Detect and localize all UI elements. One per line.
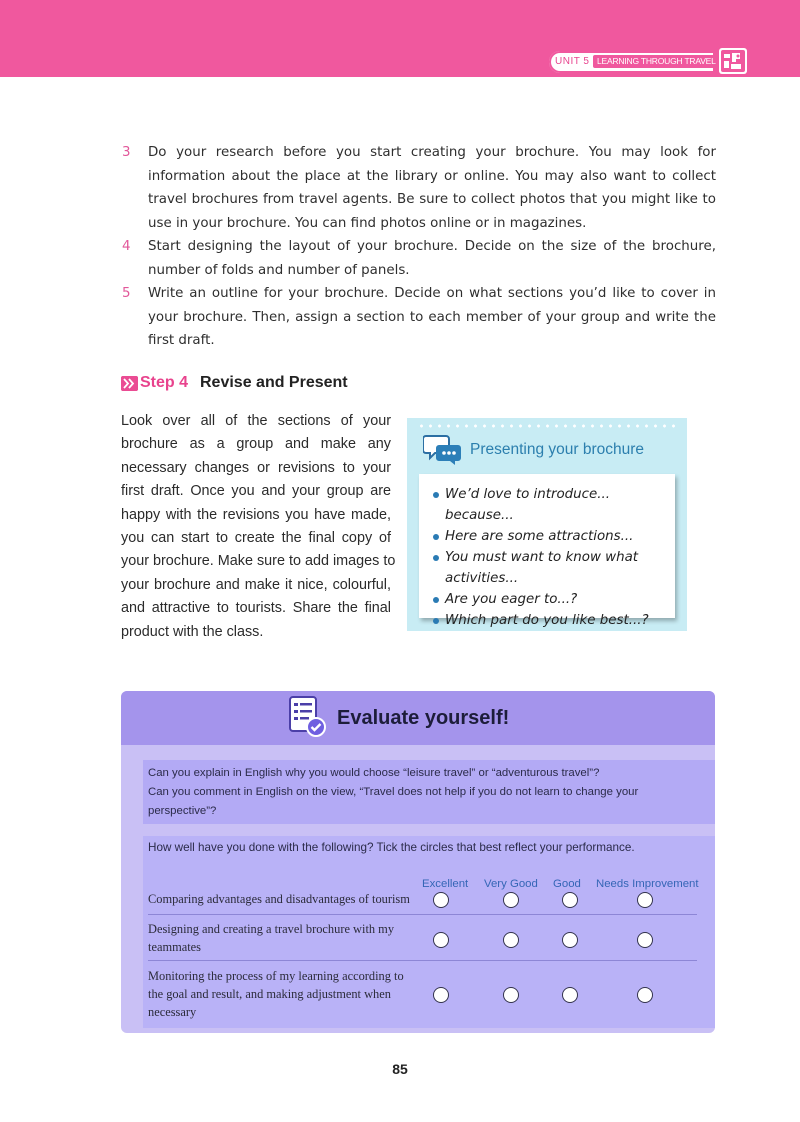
phrases-list: [433, 484, 671, 631]
paragraph-line: brochure as a group and make any: [121, 436, 391, 453]
rating-circle-needs-improvement[interactable]: [637, 932, 653, 948]
column-header: Needs Improvement: [596, 878, 699, 890]
steps-list: [118, 141, 716, 353]
question-line: Can you comment in English on the view, “Travel does not help if you do not learn to change your: [148, 786, 639, 798]
rating-circle-good[interactable]: [562, 892, 578, 908]
phrases-card: [419, 474, 675, 628]
phrase-item: Here are some attractions...: [433, 526, 671, 547]
paragraph-line: happy with the revisions you have made,: [121, 506, 391, 523]
column-header: Very Good: [484, 878, 538, 890]
rating-circle-needs-improvement[interactable]: [637, 892, 653, 908]
criterion-label: [148, 890, 410, 908]
paragraph-line: your brochure and make it nice, colourful,: [121, 576, 391, 593]
rating-circle-needs-improvement[interactable]: [637, 987, 653, 1003]
question-box: [143, 760, 715, 824]
row-divider: [148, 960, 697, 961]
rating-circle-good[interactable]: [562, 987, 578, 1003]
criterion-label: [148, 967, 404, 1021]
unit-number: UNIT 5: [555, 56, 590, 67]
paragraph-line: necessary changes or revisions to your: [121, 459, 391, 476]
unit-map-icon: [718, 47, 748, 75]
step4-title: Revise and Present: [200, 374, 348, 391]
dotted-border: [417, 422, 677, 430]
criterion-line: the goal and result, and making adjustment when: [148, 987, 391, 1001]
step-item: [118, 235, 716, 282]
paragraph-line: and attractive to tourists. Share the final: [121, 600, 391, 617]
checklist-icon: [286, 694, 330, 741]
rating-circle-excellent[interactable]: [433, 987, 449, 1003]
phrase-item: Which part do you like best...?: [433, 610, 671, 631]
rating-circle-good[interactable]: [562, 932, 578, 948]
step-text: Start designing the layout of your brochure. Decide on the size of the brochure, number of folds and number of panels.: [148, 239, 716, 278]
paragraph-line: your brochure. Make sure to add images to: [121, 553, 396, 570]
double-chevron-icon: [121, 376, 138, 391]
row-divider: [148, 914, 697, 915]
evaluate-panel: [121, 691, 715, 1033]
criterion-line: Designing and creating a travel brochure with my: [148, 922, 395, 936]
step-item: [118, 141, 716, 235]
phrase-item: Are you eager to...?: [433, 589, 671, 610]
phrase-item: You must want to know what activities...: [433, 547, 671, 589]
criterion-line: necessary: [148, 1005, 197, 1019]
page-number: 85: [392, 1061, 408, 1077]
step-item: [118, 282, 716, 353]
speech-bubbles-icon: [423, 432, 463, 466]
phrase-item: We’d love to introduce... because...: [433, 484, 671, 526]
step-text: Do your research before you start creating your brochure. You may look for information about the place at the library or online. You may also want to collect travel brochures from travel agents. Be sure to collect photos that you might like to use in your brochure. You can find photos online or in magazines.: [148, 145, 716, 231]
unit-title: LEARNING THROUGH TRAVEL: [593, 55, 720, 68]
rating-circle-very-good[interactable]: [503, 987, 519, 1003]
question-line: perspective”?: [148, 805, 217, 817]
rating-circle-excellent[interactable]: [433, 932, 449, 948]
assessment-instruction: How well have you done with the following? Tick the circles that best reflect your performance.: [148, 841, 635, 854]
rating-circle-very-good[interactable]: [503, 932, 519, 948]
rating-circle-excellent[interactable]: [433, 892, 449, 908]
rating-circle-very-good[interactable]: [503, 892, 519, 908]
criterion-line: Monitoring the process of my learning according to: [148, 969, 404, 983]
step-number: 4: [122, 239, 131, 254]
presenting-title: Presenting your brochure: [470, 441, 645, 458]
presenting-box: [407, 418, 687, 631]
column-header: Good: [553, 878, 581, 890]
step4-label: Step 4: [140, 374, 189, 391]
evaluate-header: [121, 691, 715, 745]
step-number: 5: [122, 286, 131, 301]
column-header: Excellent: [422, 878, 469, 890]
step-text: Write an outline for your brochure. Decide on what sections you’d like to cover in your brochure. Then, assign a section to each member of your group and write the first draft.: [148, 286, 716, 348]
step4-paragraph: [121, 410, 396, 644]
self-assessment-table: [143, 836, 715, 1028]
criterion-label: [148, 920, 394, 956]
criterion-line: teammates: [148, 940, 201, 954]
question-line: Can you explain in English why you would choose “leisure travel” or “adventurous travel”?: [148, 767, 600, 779]
criterion-line: Comparing advantages and disadvantages of tourism: [148, 892, 410, 906]
paragraph-line: you can start to create the final copy of: [121, 530, 391, 547]
paragraph-line: Look over all of the sections of your: [121, 413, 391, 429]
paragraph-line: first draft. Once you and your group are: [121, 483, 391, 500]
step-number: 3: [122, 145, 131, 160]
evaluate-title: Evaluate yourself!: [337, 707, 510, 729]
paragraph-line: product with the class.: [121, 623, 264, 640]
